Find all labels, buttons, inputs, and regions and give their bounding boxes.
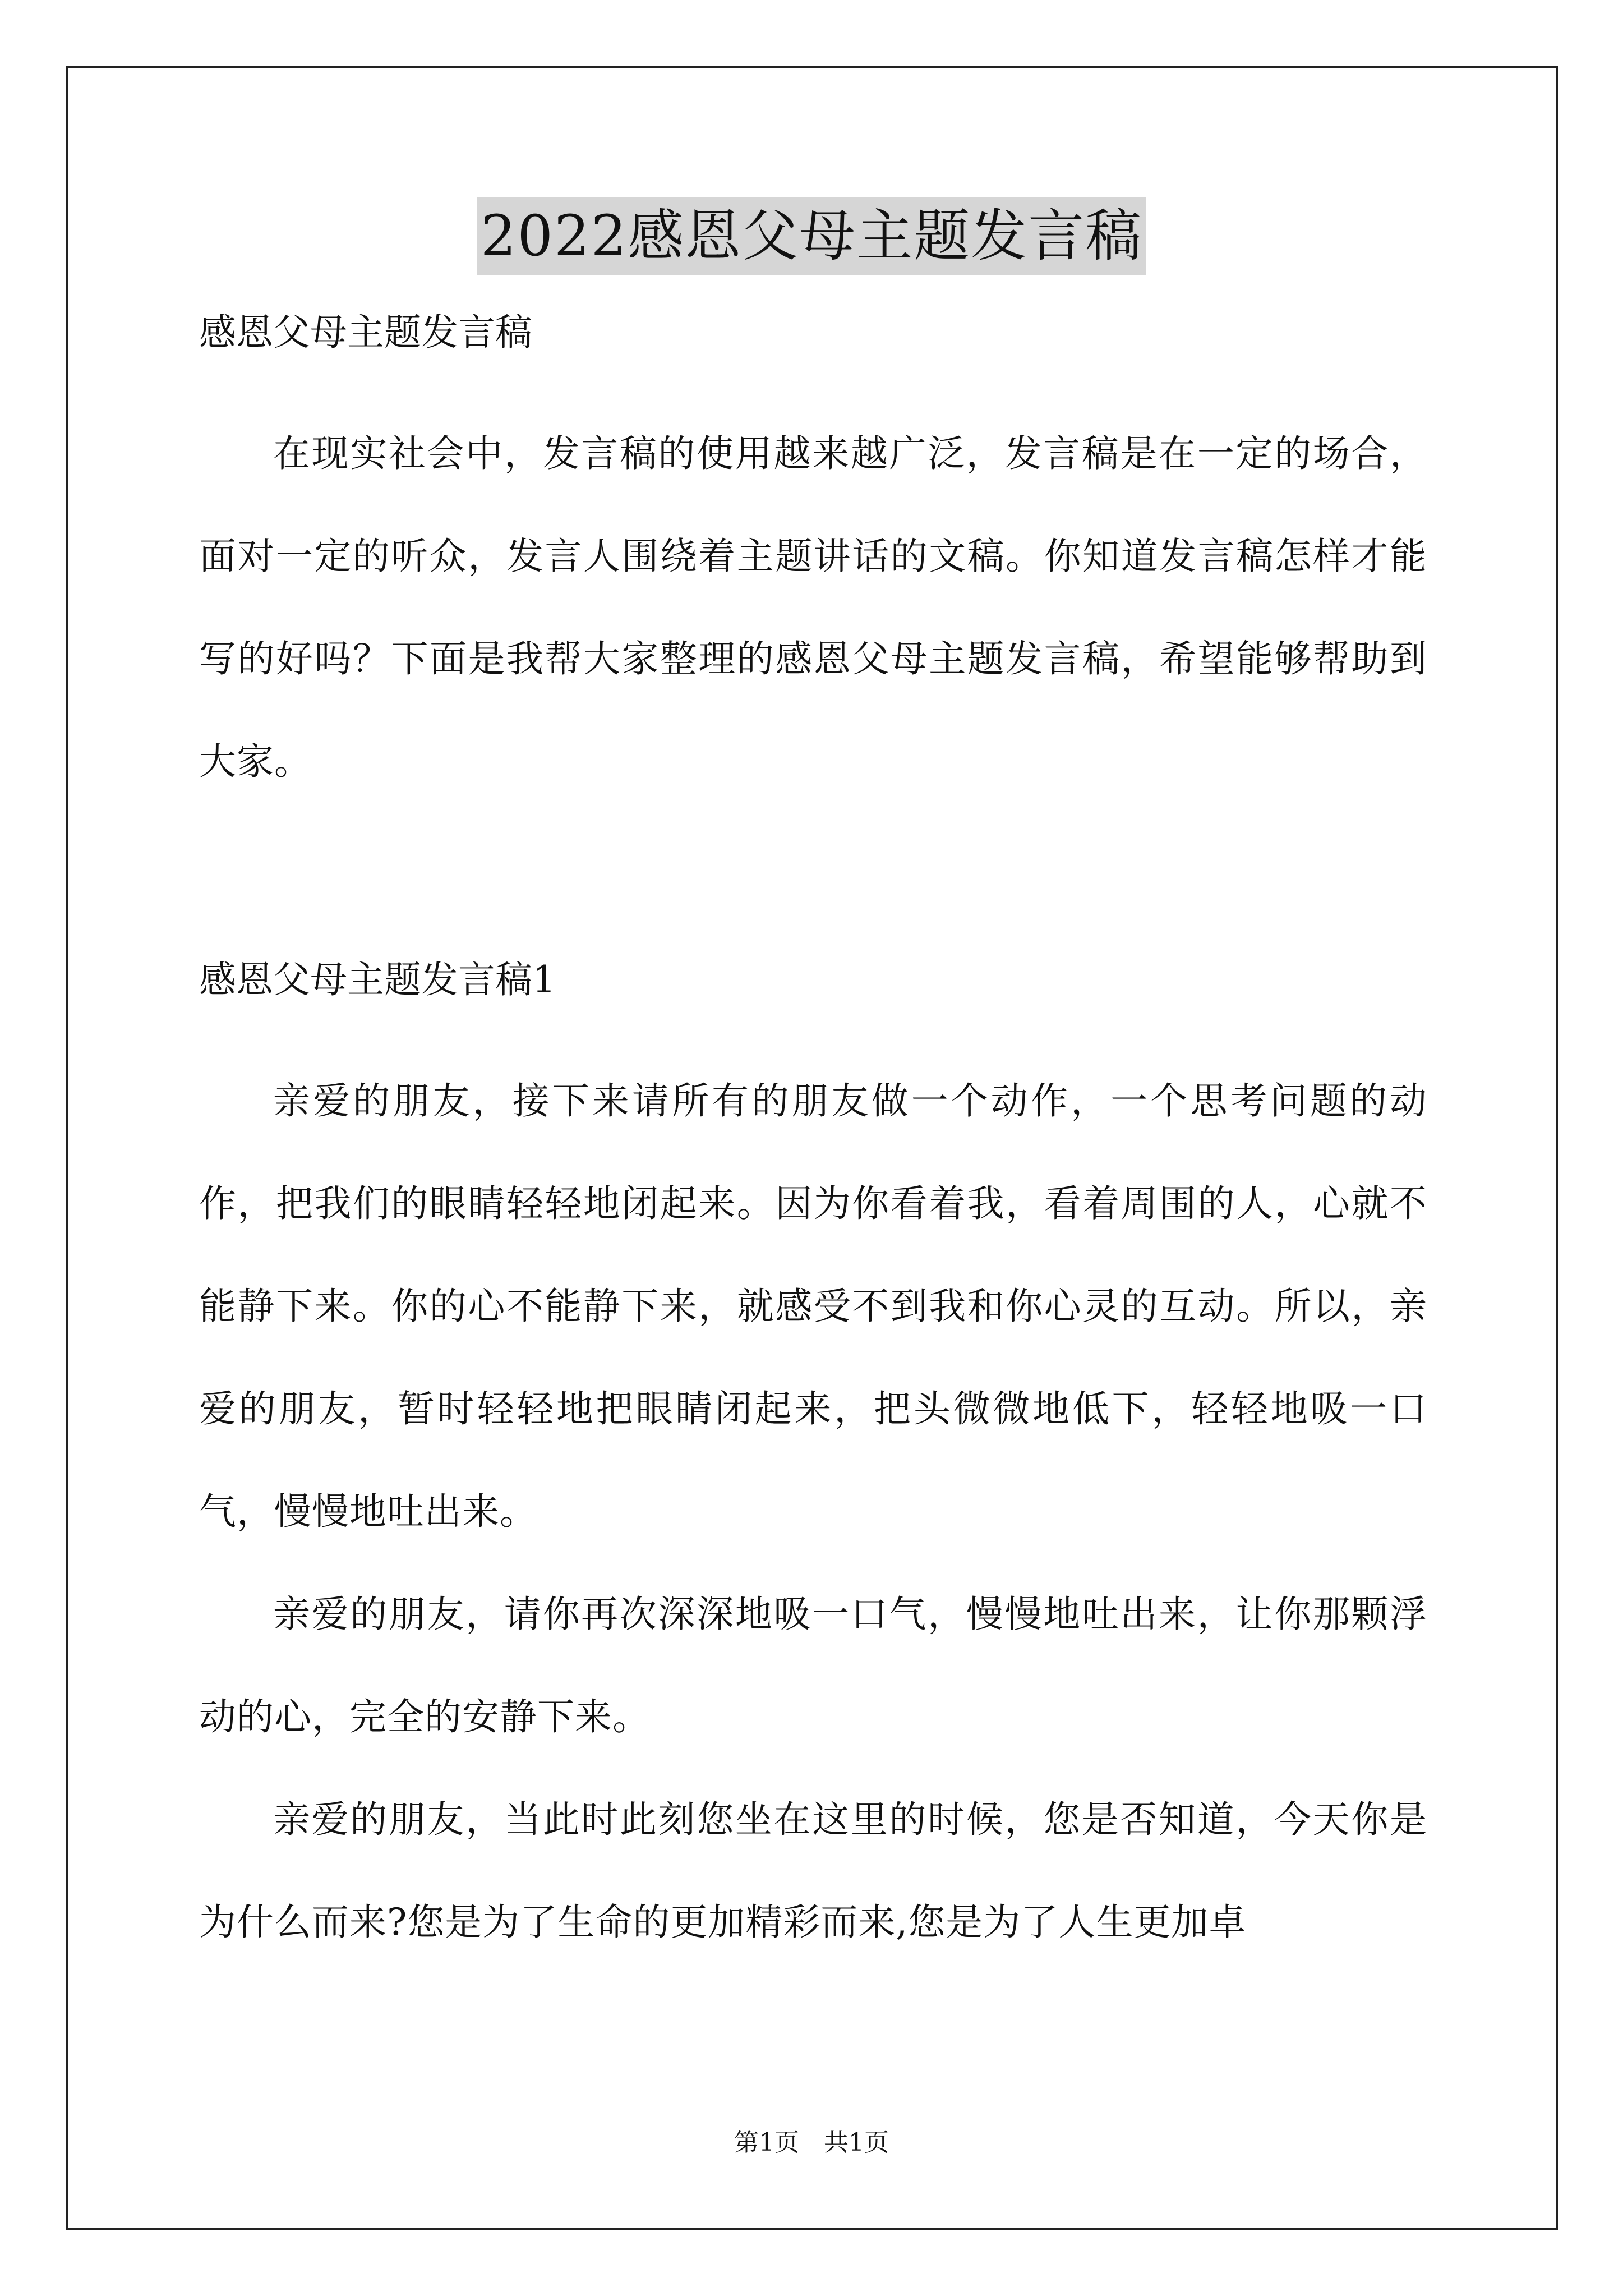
body-paragraph-2: 亲爱的朋友，请你再次深深地吸一口气，慢慢地吐出来，让你那颗浮动的心，完全的安静下来。 bbox=[199, 1593, 1427, 1738]
subtitle: 感恩父母主题发言稿 bbox=[199, 311, 532, 354]
document-body bbox=[199, 306, 1427, 1973]
body-paragraph-1: 亲爱的朋友，接下来请所有的朋友做一个动作，一个思考问题的动作，把我们的眼睛轻轻地闭起来。因为你看着我，看着周围的人，心就不能静下来。你的心不能静下来，就感受不到我和你心灵的互动。所以，亲爱的朋友，暂时轻轻地把眼睛闭起来，把头微微地低下，轻轻地吸一口气，慢慢地吐出来。 bbox=[199, 1079, 1427, 1533]
intro-paragraph: 在现实社会中，发言稿的使用越来越广泛，发言稿是在一定的场合，面对一定的听众，发言人围绕着主题讲话的文稿。你知道发言稿怎样才能写的好吗？下面是我帮大家整理的感恩父母主题发言稿，希望能够帮助到大家。 bbox=[199, 432, 1427, 783]
section-heading: 感恩父母主题发言稿1 bbox=[199, 958, 556, 1001]
body-paragraph-3: 亲爱的朋友，当此时此刻您坐在这里的时候，您是否知道，今天你是为什么而来?您是为了生命的更加精彩而来,您是为了人生更加卓 bbox=[199, 1798, 1427, 1944]
document-title: 2022感恩父母主题发言稿 bbox=[477, 197, 1146, 275]
title-container bbox=[0, 197, 1623, 275]
page-footer: 第1页 共1页 bbox=[734, 2128, 889, 2157]
